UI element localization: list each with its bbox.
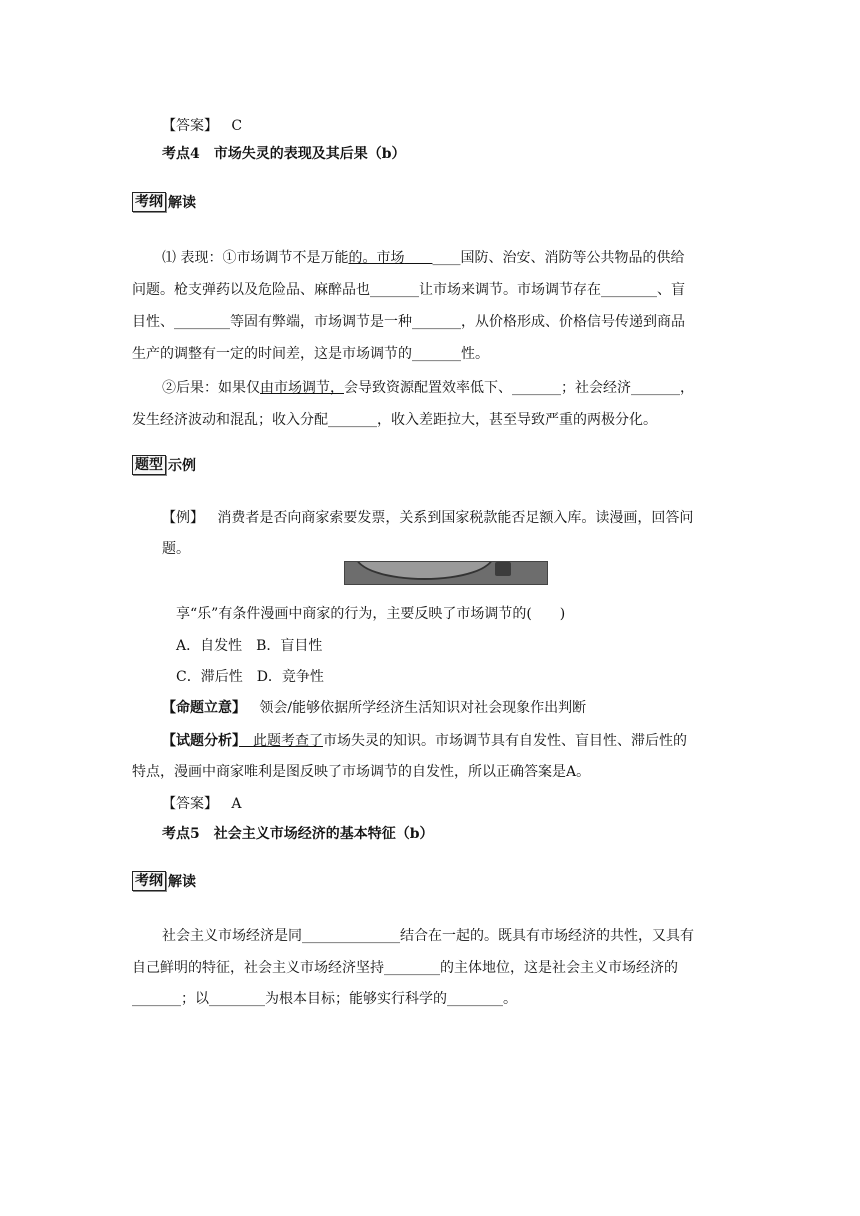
section-badge: 考纲 [132, 871, 166, 891]
blank: ____ [432, 250, 461, 266]
section-badge: 考纲 [132, 192, 166, 212]
section-title: 解读 [168, 874, 196, 890]
analysis-line [162, 731, 762, 751]
example-line: 题。 [162, 541, 190, 557]
cartoon-image [344, 561, 548, 585]
paragraph-line: _______；以________为根本目标；能够实行科学的________。 [132, 991, 517, 1007]
intent-line [162, 698, 762, 718]
answer-value: C [231, 118, 243, 134]
text-span: ⑴ 表现：①市场调节不是万能 [162, 250, 349, 266]
text-span: ②后果：如果仅 [162, 380, 260, 396]
answer-line [162, 116, 762, 136]
intent-label: 【命题立意】 [162, 700, 246, 716]
question-options: C．滞后性 D．竞争性 [176, 669, 324, 685]
paragraph-line [162, 378, 762, 398]
paragraph-line: 目性、________等固有弊端，市场调节是一种_______，从价格形成、价格信号传递到商品 [132, 314, 685, 330]
paragraph-line: 生产的调整有一定的时间差，这是市场调节的_______性。 [132, 346, 489, 362]
paragraph-line: 发生经济波动和混乱；收入分配_______，收入差距拉大，甚至导致严重的两极分化。 [132, 412, 657, 428]
cartoon-shape [355, 561, 494, 580]
section-badge: 题型 [132, 455, 166, 475]
section-header [132, 869, 196, 893]
underlined-text: 由市场调节， [260, 380, 344, 396]
section-title: 示例 [168, 458, 196, 474]
text-span: 会导致资源配置效率低下、_______；社会经济_______， [344, 380, 694, 396]
answer-label: 【答案】 [162, 796, 218, 812]
example-line [162, 508, 762, 528]
paragraph-line: 问题。枪支弹药以及危险品、麻醉品也_______让市场来调节。市场调节存在________、盲 [132, 282, 685, 298]
section-header [132, 453, 196, 477]
underlined-text: 此题考查了 [239, 733, 323, 749]
text-span: 市场失灵的知识。市场调节具有自发性、盲目性、滞后性的 [323, 733, 687, 749]
cartoon-figure [495, 562, 511, 576]
paragraph-line: 自己鲜明的特征，社会主义市场经济坚持________的主体地位，这是社会主义市场经济的 [132, 960, 678, 976]
answer-line [162, 794, 762, 814]
text-span: 国防、治安、消防等公共物品的供给 [460, 250, 685, 266]
example-label: 【例】 [162, 510, 204, 526]
text-span: 领会/能够依据所学经济生活知识对社会现象作出判断 [259, 700, 587, 716]
analysis-label: 【试题分析】 [162, 733, 239, 749]
question-options: A．自发性 B．盲目性 [176, 638, 323, 654]
paragraph-line: 社会主义市场经济是同______________结合在一起的。既具有市场经济的共性，又具有 [162, 928, 694, 944]
text-span: 消费者是否向商家索要发票，关系到国家税款能否足额入库。读漫画，回答问 [217, 510, 694, 526]
paragraph-line [162, 248, 762, 268]
topic-heading: 考点4 市场失灵的表现及其后果（b） [162, 146, 406, 162]
answer-label: 【答案】 [162, 118, 218, 134]
section-title: 解读 [168, 195, 196, 211]
answer-value: A [231, 796, 242, 812]
section-header [132, 190, 196, 214]
underlined-text: 的。市场 [348, 250, 405, 266]
question-stem: 享“乐”有条件漫画中商家的行为，主要反映了市场调节的( ) [176, 606, 566, 622]
blank [404, 250, 432, 266]
topic-heading: 考点5 社会主义市场经济的基本特征（b） [162, 826, 434, 842]
analysis-line: 特点，漫画中商家唯利是图反映了市场调节的自发性，所以正确答案是A。 [132, 764, 591, 780]
